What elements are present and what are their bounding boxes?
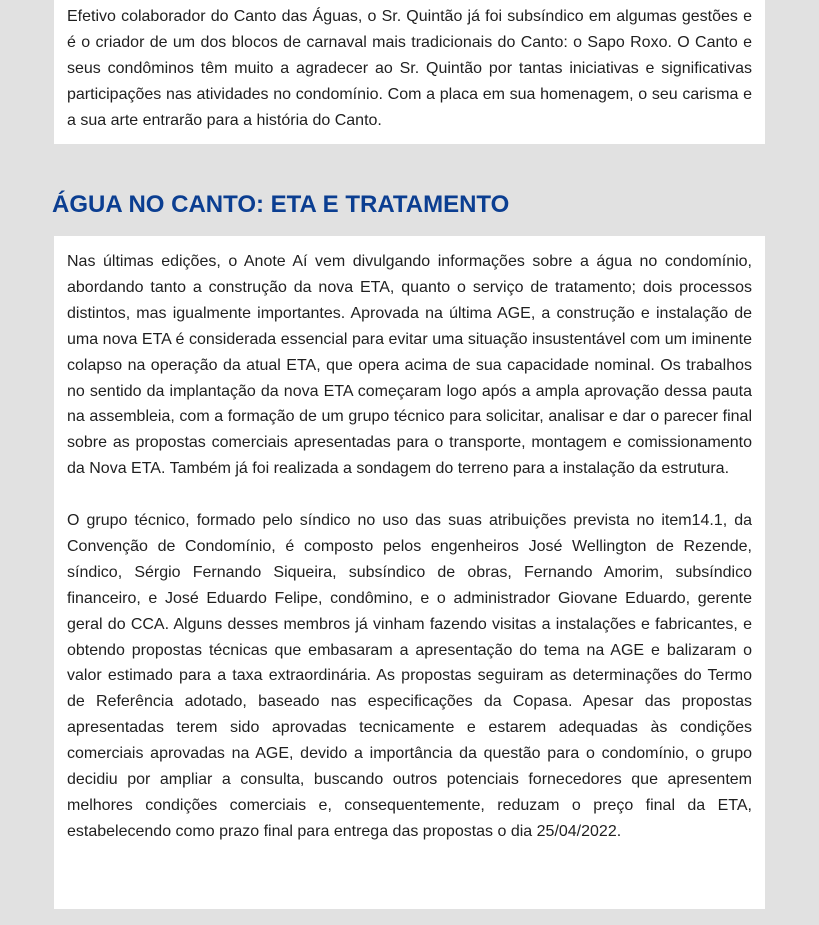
article-card <box>54 236 765 909</box>
intro-paragraph: Efetivo colaborador do Canto das Águas, o Sr. Quintão já foi subsíndico em algumas gestões e é o criador de um dos blocos de carnaval mais tradicionais do Canto: o Sapo Roxo. O Canto e seus condôminos têm muito a agradecer ao Sr. Quintão por tantas iniciativas e significativas participações nas atividades no condomínio. Com a placa em sua homenagem, o seu carisma e a sua arte entrarão para a história do Canto. <box>67 8 752 129</box>
section-title: ÁGUA NO CANTO: ETA E TRATAMENTO <box>52 191 510 218</box>
article-paragraph-2: O grupo técnico, formado pelo síndico no uso das suas atribuições prevista no item14.1, da Convenção de Condomínio, é composto pelos engenheiros José Wellington de Rezende, síndico, Sérgio Fernando Siqueira, subsíndico de obras, Fernando Amorim, subsíndico financeiro, e José Eduardo Felipe, condômino, e o administrador Giovane Eduardo, gerente geral do CCA. Alguns desses membros já vinham fazendo visitas a instalações e fabricantes, e obtendo propostas técnicas que embasaram a apresentação do tema na AGE e balizaram o valor estimado para a taxa extraordinária. As propostas seguiram as determinações do Termo de Referência adotado, baseado nas especificações da Copasa. Apesar das propostas apresentadas terem sido aprovadas tecnicamente e estarem adequadas às condições comerciais aprovadas na AGE, devido a importância da questão para o condomínio, o grupo decidiu por ampliar a consulta, buscando outros potenciais fornecedores que apresentem melhores condições comerciais e, consequentemente, reduzam o preço final da ETA, estabelecendo como prazo final para entrega das propostas o dia 25/04/2022. <box>67 512 752 840</box>
article-paragraph-1: Nas últimas edições, o Anote Aí vem divulgando informações sobre a água no condomínio, abordando tanto a construção da nova ETA, quanto o serviço de tratamento; dois processos distintos, mas igualmente importantes. Aprovada na última AGE, a construção e instalação de uma nova ETA é considerada essencial para evitar uma situação insustentável com um iminente colapso na operação da atual ETA, que opera acima de sua capacidade nominal. Os trabalhos no sentido da implantação da nova ETA começaram logo após a ampla aprovação dessa pauta na assembleia, com a formação de um grupo técnico para solicitar, analisar e dar o parecer final sobre as propostas comerciais apresentadas para o transporte, montagem e comissionamento da Nova ETA. Também já foi realizada a sondagem do terreno para a instalação da estrutura. <box>67 253 752 478</box>
intro-card <box>54 0 765 144</box>
